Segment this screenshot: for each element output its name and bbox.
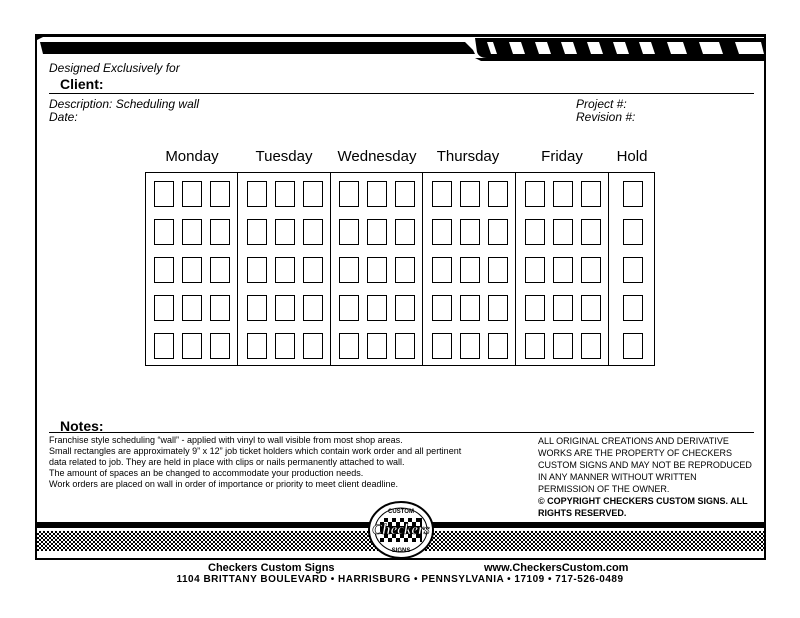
job-ticket-slot	[395, 181, 415, 207]
job-ticket-slot	[275, 257, 295, 283]
job-ticket-slot	[367, 333, 387, 359]
job-ticket-slot	[303, 219, 323, 245]
job-ticket-slot	[488, 333, 508, 359]
job-ticket-slot	[210, 295, 230, 321]
job-ticket-slot	[525, 181, 545, 207]
job-ticket-slot	[247, 295, 267, 321]
copyright-notice	[538, 435, 763, 519]
copyright-line: PERMISSION OF THE OWNER.	[538, 484, 670, 494]
column-header-hold: Hold	[616, 148, 648, 165]
job-ticket-slot	[460, 333, 480, 359]
schedule-column-hold	[609, 173, 656, 365]
job-ticket-slot	[488, 219, 508, 245]
job-ticket-slot	[367, 219, 387, 245]
copyright-line: CUSTOM SIGNS AND MAY NOT BE REPRODUCED	[538, 460, 752, 470]
job-ticket-slot	[210, 257, 230, 283]
column-header-tuesday: Tuesday	[255, 148, 313, 165]
job-ticket-slot	[581, 257, 601, 283]
job-ticket-slot	[303, 257, 323, 283]
notes-line: Franchise style scheduling “wall” - applied with vinyl to wall visible from most shop areas.	[49, 435, 403, 445]
job-ticket-slot	[303, 333, 323, 359]
job-ticket-slot	[154, 333, 174, 359]
job-ticket-slot	[581, 181, 601, 207]
logo-ring-bottom-text: SIGNS	[391, 548, 411, 554]
job-ticket-slot	[460, 257, 480, 283]
client-label: Client:	[60, 76, 104, 92]
job-ticket-slot	[182, 295, 202, 321]
column-header-monday: Monday	[165, 148, 219, 165]
job-ticket-slot	[525, 333, 545, 359]
job-ticket-slot	[432, 295, 452, 321]
job-ticket-slot	[395, 295, 415, 321]
job-ticket-slot	[339, 219, 359, 245]
job-ticket-slot	[395, 219, 415, 245]
job-ticket-slot	[488, 295, 508, 321]
job-ticket-slot	[275, 295, 295, 321]
notes-line: The amount of spaces an be changed to accommodate your production needs.	[49, 468, 364, 478]
job-ticket-slot	[623, 257, 643, 283]
job-ticket-slot	[154, 181, 174, 207]
job-ticket-slot	[154, 295, 174, 321]
job-ticket-slot	[581, 295, 601, 321]
schedule-column-tuesday	[238, 173, 331, 365]
job-ticket-slot	[367, 295, 387, 321]
column-header-wednesday: Wednesday	[337, 148, 417, 165]
copyright-line: ALL ORIGINAL CREATIONS AND DERIVATIVE	[538, 436, 729, 446]
job-ticket-slot	[182, 219, 202, 245]
job-ticket-slot	[182, 181, 202, 207]
description-block	[49, 98, 199, 124]
column-header-friday: Friday	[541, 148, 583, 165]
project-number-label: Project #:	[576, 97, 627, 111]
schedule-column-wednesday	[331, 173, 423, 365]
job-ticket-slot	[581, 333, 601, 359]
header-divider	[49, 93, 754, 94]
notes-divider	[49, 432, 754, 433]
footer-website: www.CheckersCustom.com	[484, 562, 629, 574]
revision-number-label: Revision #:	[576, 110, 636, 124]
job-ticket-slot	[275, 181, 295, 207]
job-ticket-slot	[210, 219, 230, 245]
logo-ring-top-text: CUSTOM	[388, 509, 414, 515]
copyright-line: IN ANY MANNER WITHOUT WRITTEN	[538, 472, 697, 482]
job-ticket-slot	[525, 257, 545, 283]
job-ticket-slot	[553, 181, 573, 207]
job-ticket-slot	[488, 181, 508, 207]
job-ticket-slot	[395, 257, 415, 283]
description-text: Description: Scheduling wall	[49, 97, 200, 111]
job-ticket-slot	[460, 295, 480, 321]
date-label: Date:	[49, 110, 78, 124]
job-ticket-slot	[432, 181, 452, 207]
job-ticket-slot	[303, 295, 323, 321]
job-ticket-slot	[432, 257, 452, 283]
job-ticket-slot	[553, 257, 573, 283]
job-ticket-slot	[182, 333, 202, 359]
job-ticket-slot	[623, 181, 643, 207]
scheduling-board	[145, 172, 655, 366]
job-ticket-slot	[210, 333, 230, 359]
project-block	[576, 98, 635, 124]
job-ticket-slot	[553, 219, 573, 245]
notes-line: data related to job. They are held in place with clips or nails permanently attached to wall.	[49, 457, 405, 467]
job-ticket-slot	[525, 219, 545, 245]
job-ticket-slot	[247, 257, 267, 283]
job-ticket-slot	[247, 219, 267, 245]
copyright-bold-line: © COPYRIGHT CHECKERS CUSTOM SIGNS. ALL	[538, 496, 748, 506]
checkers-logo	[366, 500, 436, 560]
designed-for-label: Designed Exclusively for	[49, 61, 180, 75]
copyright-bold-line: RIGHTS RESERVED.	[538, 508, 627, 518]
job-ticket-slot	[154, 257, 174, 283]
job-ticket-slot	[367, 257, 387, 283]
job-ticket-slot	[553, 333, 573, 359]
schedule-column-friday	[516, 173, 609, 365]
job-ticket-slot	[339, 295, 359, 321]
job-ticket-slot	[275, 219, 295, 245]
notes-line: Work orders are placed on wall in order of importance or priority to meet client deadline.	[49, 479, 399, 489]
job-ticket-slot	[339, 181, 359, 207]
job-ticket-slot	[210, 181, 230, 207]
job-ticket-slot	[525, 295, 545, 321]
job-ticket-slot	[460, 181, 480, 207]
column-header-thursday: Thursday	[436, 148, 500, 165]
job-ticket-slot	[339, 333, 359, 359]
copyright-line: WORKS ARE THE PROPERTY OF CHECKERS	[538, 448, 733, 458]
job-ticket-slot	[460, 219, 480, 245]
job-ticket-slot	[182, 257, 202, 283]
logo-wordmark: Checkers	[372, 522, 430, 538]
job-ticket-slot	[247, 181, 267, 207]
job-ticket-slot	[432, 219, 452, 245]
job-ticket-slot	[488, 257, 508, 283]
job-ticket-slot	[303, 181, 323, 207]
job-ticket-slot	[623, 333, 643, 359]
notes-line: Small rectangles are approximately 9” x 12” job ticket holders which contain work order and all pertinent	[49, 446, 462, 456]
job-ticket-slot	[367, 181, 387, 207]
notes-title: Notes:	[60, 418, 104, 434]
job-ticket-slot	[247, 333, 267, 359]
footer-company-name: Checkers Custom Signs	[208, 562, 335, 574]
job-ticket-slot	[553, 295, 573, 321]
schedule-column-monday	[146, 173, 238, 365]
job-ticket-slot	[432, 333, 452, 359]
schedule-column-thursday	[423, 173, 516, 365]
job-ticket-slot	[339, 257, 359, 283]
job-ticket-slot	[395, 333, 415, 359]
job-ticket-slot	[154, 219, 174, 245]
notes-text	[49, 435, 529, 490]
job-ticket-slot	[581, 219, 601, 245]
footer-address: 1104 BRITTANY BOULEVARD • HARRISBURG • PENNSYLVANIA • 17109 • 717-526-0489	[176, 574, 624, 585]
job-ticket-slot	[275, 333, 295, 359]
job-ticket-slot	[623, 295, 643, 321]
job-ticket-slot	[623, 219, 643, 245]
